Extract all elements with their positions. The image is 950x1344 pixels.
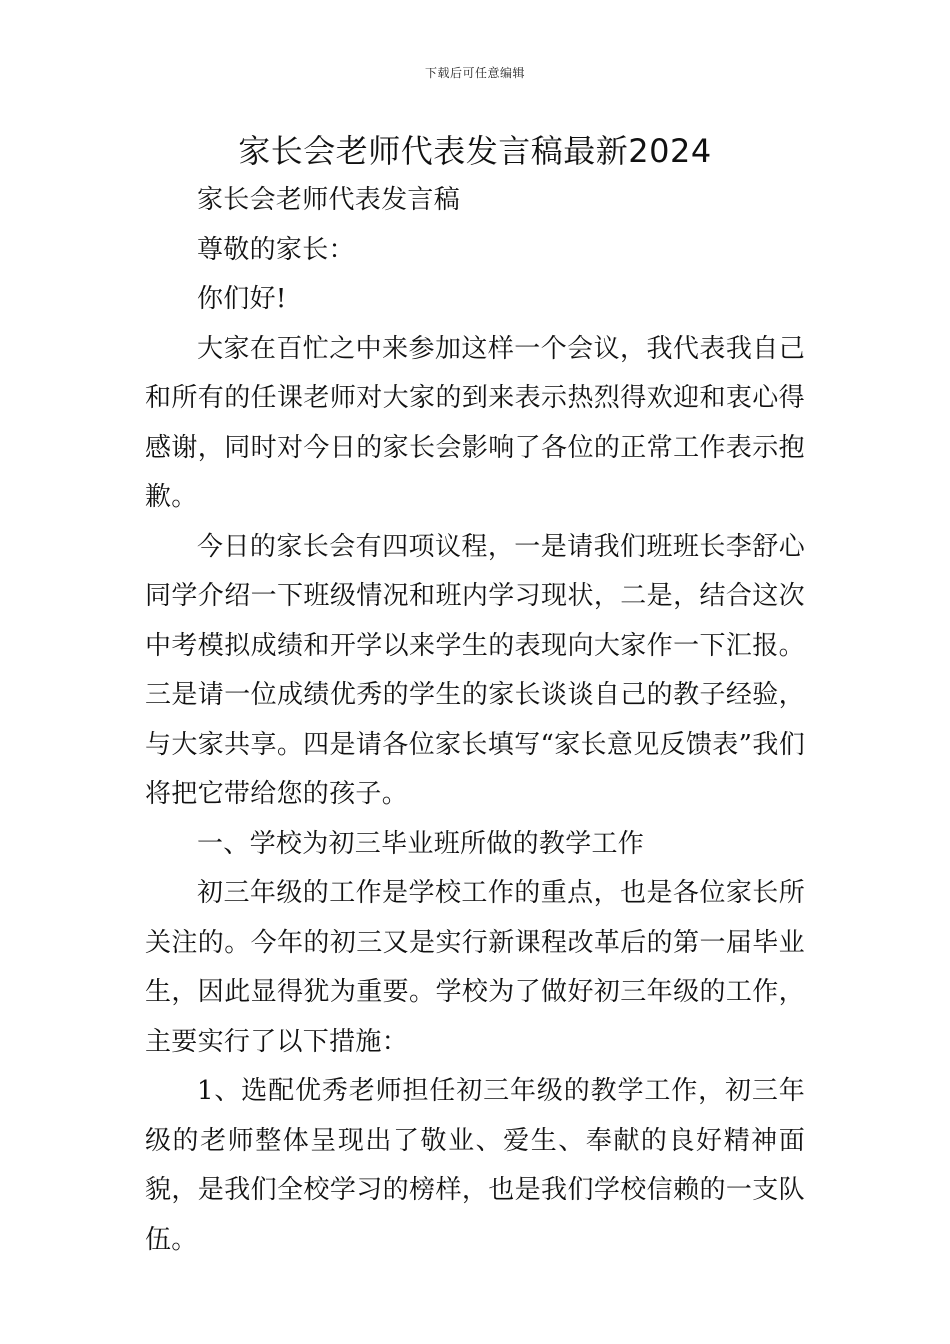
- paragraph-agenda: 今日的家长会有四项议程，一是请我们班班长李舒心同学介绍一下班级情况和班内学习现状，二是，结合这次中考模拟成绩和开学以来学生的表现向大家作一下汇报。三是请一位成绩优秀的学生的家长谈谈自己的教子经验，与大家共享。四是请各位家长填写“家长意见反馈表”我们将把它带给您的孩子。: [145, 531, 805, 809]
- paragraph-welcome: 大家在百忙之中来参加这样一个会议，我代表我自己和所有的任课老师对大家的到来表示热烈得欢迎和衷心得感谢，同时对今日的家长会影响了各位的正常工作表示抱歉。: [145, 333, 805, 512]
- paragraph-focus: 初三年级的工作是学校工作的重点，也是各位家长所关注的。今年的初三又是实行新课程改革后的第一届毕业生，因此显得犹为重要。学校为了做好初三年级的工作，主要实行了以下措施：: [145, 878, 805, 1057]
- paragraph-measure-1: 1、选配优秀老师担任初三年级的教学工作，初三年级的老师整体呈现出了敬业、爱生、奉献的良好精神面貌，是我们全校学习的榜样，也是我们学校信赖的一支队伍。: [145, 1076, 805, 1255]
- paragraph-subtitle: 家长会老师代表发言稿: [197, 185, 461, 215]
- document-body: [145, 176, 805, 1265]
- section-heading: 一、学校为初三毕业班所做的教学工作: [197, 828, 645, 859]
- header-note: 下载后可任意编辑: [424, 66, 525, 80]
- document-title: 家长会老师代表发言稿最新2024: [238, 132, 712, 170]
- paragraph-greeting: 你们好!: [197, 284, 287, 314]
- paragraph-salutation: 尊敬的家长：: [197, 234, 355, 265]
